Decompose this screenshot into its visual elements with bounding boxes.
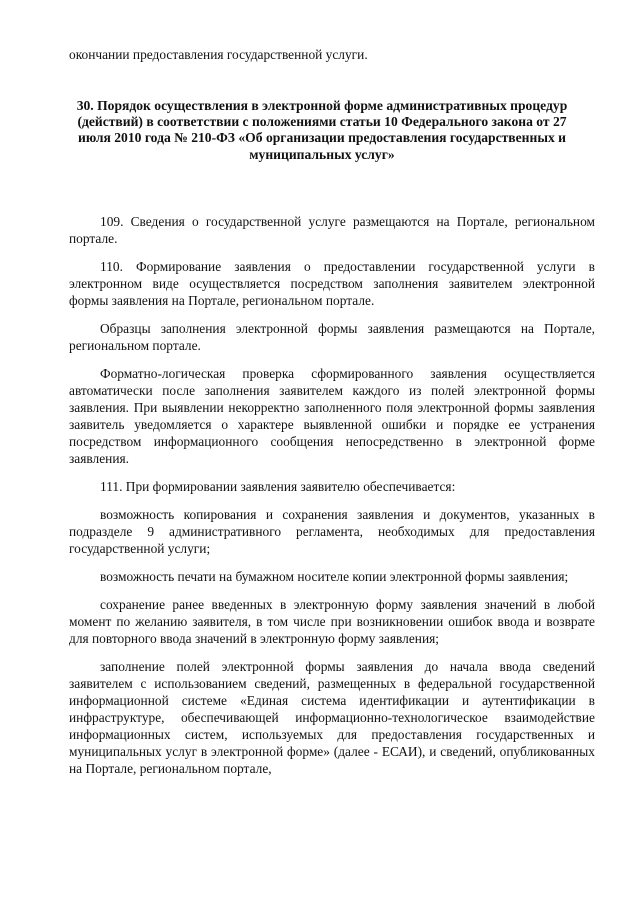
paragraph-109: 109. Сведения о государственной услуге размещаются на Портале, региональном портале. [69,214,595,246]
list-item-printing: возможность печати на бумажном носителе копии электронной формы заявления; [100,569,569,584]
list-item-saving: сохранение ранее введенных в электронную форму заявления значений в любой момент по желанию заявителя, в том числе при возникновении ошибок ввода и возврате для повторного ввода значений в электронную форму заявления; [69,597,595,646]
paragraph-111: 111. При формировании заявления заявителю обеспечивается: [100,479,456,494]
section-heading: 30. Порядок осуществления в электронной форме административных процедур (действий) в соответствии с положениями статьи 10 Федерального закона от 27 июля 2010 года № 210-ФЗ «Об организации предоставления государственных и муниципальных услуг» [76,98,568,162]
previous-page-fragment: окончании предоставления государственной услуги. [69,47,368,62]
paragraph-samples: Образцы заполнения электронной формы заявления размещаются на Портале, региональном портале. [69,321,595,353]
paragraph-format-check: Форматно-логическая проверка сформированного заявления осуществляется автоматически после заполнения заявителем каждого из полей электронной формы заявления. При выявлении некорректно заполненного поля электронной формы заявления заявитель уведомляется о характере выявленной ошибки и порядке ее устранения посредством информационного сообщения непосредственно в электронной форме заявления. [69,366,595,466]
list-item-copying: возможность копирования и сохранения заявления и документов, указанных в подразделе 9 административного регламента, необходимых для предоставления государственной услуги; [69,507,595,556]
paragraph-110: 110. Формирование заявления о предоставлении государственной услуги в электронном виде осуществляется посредством заполнения заявителем электронной формы заявления на Портале, региональном портале. [69,259,595,308]
document-body [69,213,595,777]
list-item-autofill: заполнение полей электронной формы заявления до начала ввода сведений заявителем с использованием сведений, размещенных в федеральной государственной информационной системе «Единая система идентификации и аутентификации в инфраструктуре, обеспечивающей информационно-технологическое взаимодействие информационных систем, используемых для предоставления государственных и муниципальных услуг в электронной форме» (далее - ЕСАИ), и сведений, опубликованных на Портале, региональном портале, [69,659,595,776]
